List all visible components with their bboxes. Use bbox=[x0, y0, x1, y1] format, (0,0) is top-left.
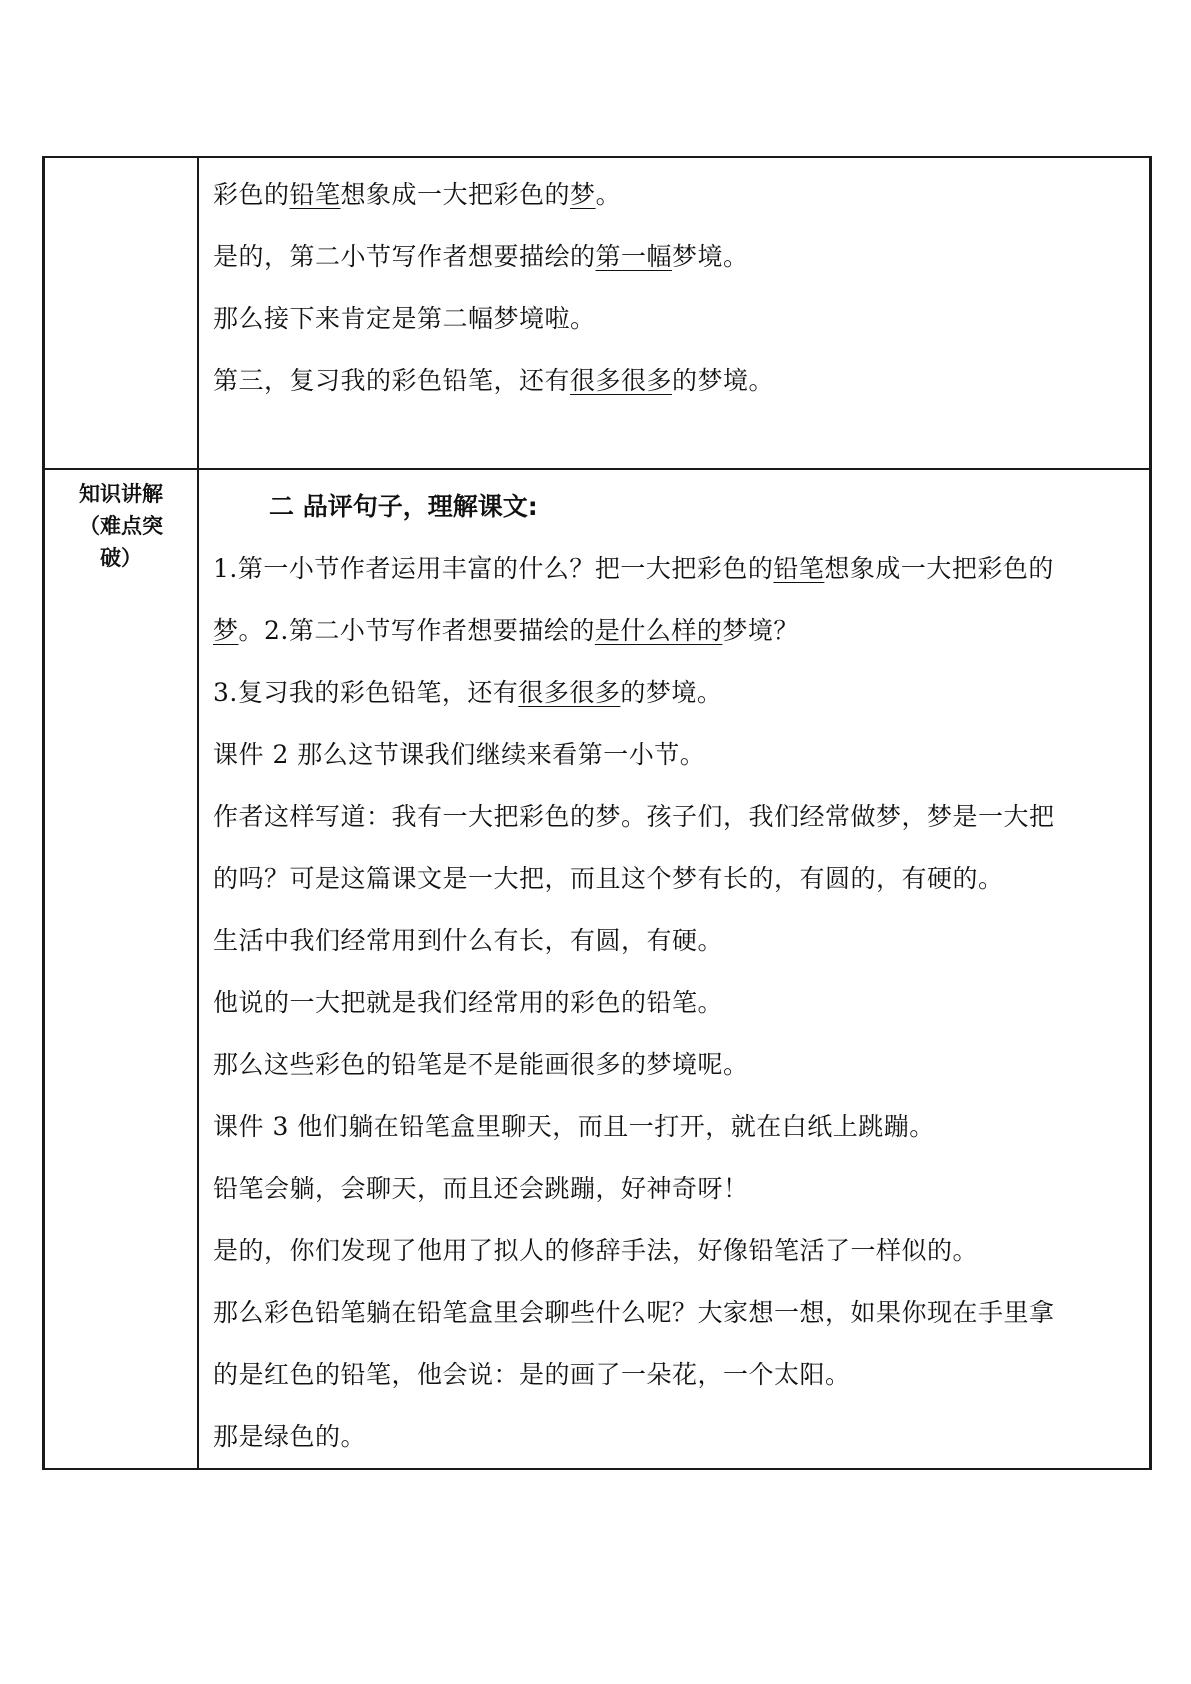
underlined-phrase: 是什么样的 bbox=[594, 616, 723, 645]
underlined-phrase: 梦 bbox=[570, 180, 596, 209]
section-label-line: （难点突 bbox=[79, 514, 163, 538]
text-line bbox=[213, 226, 1137, 288]
section-label-line: 知识讲解 bbox=[79, 482, 163, 506]
underlined-phrase: 梦 bbox=[213, 616, 239, 645]
text-line bbox=[213, 600, 1137, 662]
text-line bbox=[213, 1034, 1137, 1096]
section-label-cell bbox=[44, 469, 199, 1469]
text-line bbox=[213, 164, 1137, 226]
text-segment: 想象成一大把彩色的 bbox=[824, 554, 1054, 583]
text-segment: 的梦境。 bbox=[672, 366, 775, 395]
text-line bbox=[213, 1220, 1137, 1282]
text-line bbox=[213, 724, 1137, 786]
text-segment: 课件 2 那么这节课我们继续来看第一小节。 bbox=[213, 740, 706, 769]
text-line bbox=[213, 350, 1137, 412]
table-row bbox=[44, 469, 1151, 1469]
text-line bbox=[213, 1096, 1137, 1158]
text-segment: 课件 3 他们躺在铅笔盒里聊天，而且一打开，就在白纸上跳蹦。 bbox=[213, 1112, 935, 1141]
text-line bbox=[213, 288, 1137, 350]
text-line bbox=[213, 538, 1137, 600]
text-segment: 的吗？可是这篇课文是一大把，而且这个梦有长的，有圆的，有硬的。 bbox=[213, 864, 1004, 893]
text-line bbox=[213, 848, 1137, 910]
section-heading: 二 品评句子，理解课文: bbox=[269, 492, 538, 521]
section-text bbox=[199, 470, 1149, 1468]
text-line bbox=[213, 1344, 1137, 1406]
text-segment: 那么这些彩色的铅笔是不是能画很多的梦境呢。 bbox=[213, 1050, 749, 1079]
text-line bbox=[213, 662, 1137, 724]
text-line bbox=[213, 786, 1137, 848]
text-segment: 那是绿色的。 bbox=[213, 1422, 367, 1451]
text-segment: 作者这样写道：我有一大把彩色的梦。孩子们，我们经常做梦，梦是一大把 bbox=[213, 802, 1055, 831]
underlined-phrase: 很多很多 bbox=[518, 678, 621, 707]
underlined-phrase: 铅笔 bbox=[773, 554, 825, 583]
empty-label-cell bbox=[44, 157, 199, 469]
text-line bbox=[213, 1282, 1137, 1344]
text-segment: 他说的一大把就是我们经常用的彩色的铅笔。 bbox=[213, 988, 724, 1017]
text-segment: 的梦境。 bbox=[620, 678, 723, 707]
text-segment: 那么彩色铅笔躺在铅笔盒里会聊些什么呢？大家想一想，如果你现在手里拿 bbox=[213, 1298, 1055, 1327]
underlined-phrase: 很多很多 bbox=[570, 366, 673, 395]
underlined-phrase: 第一幅 bbox=[595, 242, 673, 271]
text-segment: 。2.第二小节写作者想要描绘的 bbox=[238, 616, 595, 645]
text-line bbox=[213, 910, 1137, 972]
section-content-cell bbox=[198, 469, 1151, 1469]
text-segment: 第三，复习我的彩色铅笔，还有 bbox=[213, 366, 571, 395]
text-segment: 铅笔会躺，会聊天，而且还会跳蹦，好神奇呀！ bbox=[213, 1174, 749, 1203]
text-segment: 梦境？ bbox=[722, 616, 799, 645]
text-segment: 梦境。 bbox=[672, 242, 749, 271]
underlined-phrase: 铅笔 bbox=[289, 180, 341, 209]
text-segment: 彩色的 bbox=[213, 180, 290, 209]
text-segment: 生活中我们经常用到什么有长，有圆，有硬。 bbox=[213, 926, 724, 955]
table-row bbox=[44, 157, 1151, 469]
text-segment: 3.复习我的彩色铅笔，还有 bbox=[213, 678, 519, 707]
text-segment: 。 bbox=[595, 180, 622, 209]
continued-text bbox=[199, 158, 1149, 412]
text-segment: 1.第一小节作者运用丰富的什么？把一大把彩色的 bbox=[213, 554, 774, 583]
continued-content-cell bbox=[198, 157, 1151, 469]
text-line bbox=[213, 1406, 1137, 1468]
text-segment: 想象成一大把彩色的 bbox=[340, 180, 571, 209]
text-segment: 是的，你们发现了他用了拟人的修辞手法，好像铅笔活了一样似的。 bbox=[213, 1236, 979, 1265]
lesson-plan-table bbox=[42, 156, 1152, 1470]
text-segment: 是的，第二小节写作者想要描绘的 bbox=[213, 242, 596, 271]
text-line bbox=[213, 972, 1137, 1034]
section-label-line: 破） bbox=[100, 546, 142, 570]
section-label bbox=[45, 470, 197, 574]
text-segment: 的是红色的铅笔，他会说：是的画了一朵花，一个太阳。 bbox=[213, 1360, 851, 1389]
section-body bbox=[213, 538, 1137, 1468]
text-line bbox=[213, 1158, 1137, 1220]
text-segment: 那么接下来肯定是第二幅梦境啦。 bbox=[213, 304, 596, 333]
